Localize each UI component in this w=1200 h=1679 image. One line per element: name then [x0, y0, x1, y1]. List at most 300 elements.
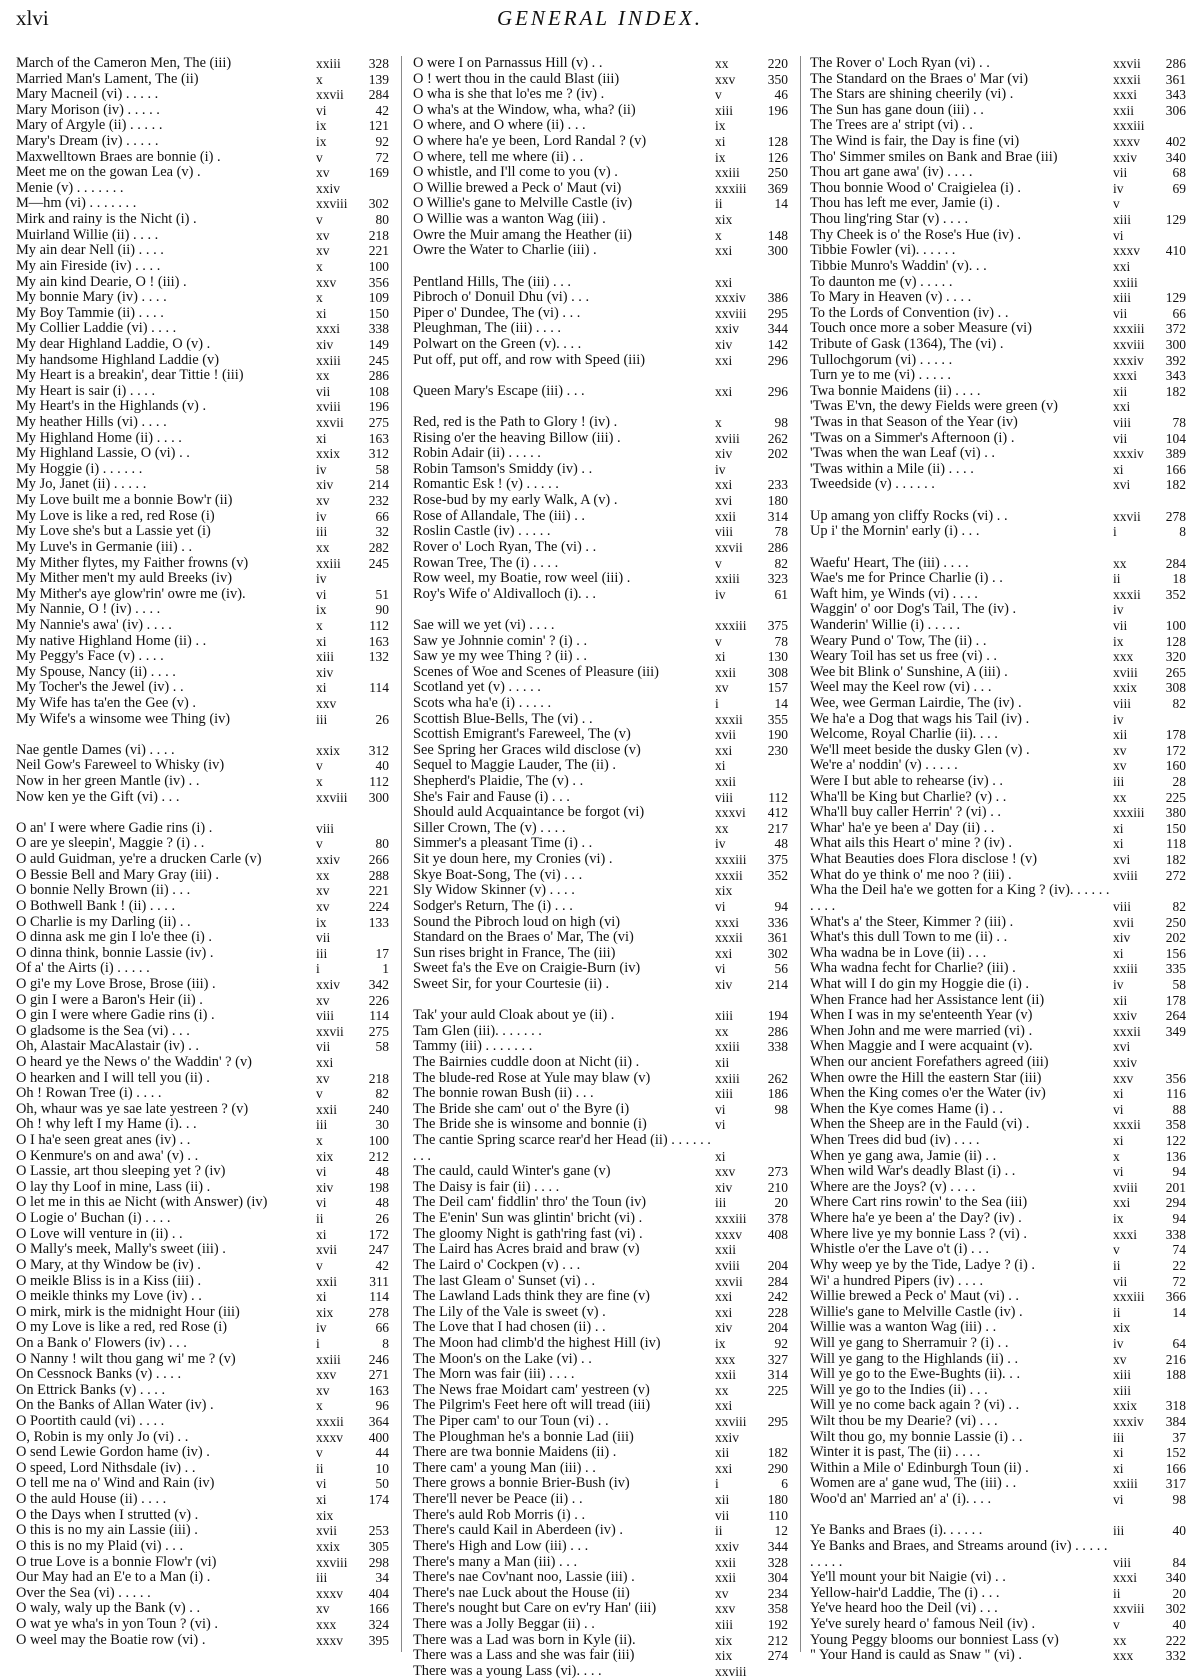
entry-volume: iii — [316, 1570, 328, 1586]
entry-volume: xix — [715, 883, 733, 899]
entry-page: 344 — [767, 321, 788, 337]
entry-page: 389 — [1165, 446, 1186, 462]
entry-volume: xx — [715, 820, 729, 836]
index-entry — [16, 680, 391, 696]
entry-page: 242 — [767, 1289, 788, 1305]
entry-page: 202 — [767, 446, 788, 462]
index-entry — [16, 1617, 391, 1633]
section-gap — [413, 259, 790, 275]
entry-volume: xiv — [715, 336, 733, 352]
index-entry — [16, 337, 391, 353]
entry-volume: xxvii — [316, 87, 344, 103]
index-entry — [810, 181, 1188, 197]
index-entry — [810, 1211, 1188, 1227]
entry-page: 308 — [1165, 680, 1186, 696]
entry-page: 114 — [369, 680, 389, 696]
index-entry — [413, 1383, 790, 1399]
entry-volume: xxxiv — [1113, 446, 1144, 462]
entry-page: 294 — [1165, 1195, 1186, 1211]
index-entry — [810, 353, 1188, 369]
entry-title: My Heart is sair (i) . . . . — [16, 383, 156, 399]
entry-page: 22 — [1172, 1257, 1186, 1273]
entry-title: O Bothwell Bank ! (ii) . . . . — [16, 898, 176, 914]
entry-page: 233 — [767, 477, 788, 493]
entry-volume: xviii — [316, 399, 341, 415]
entry-title: Where live ye my bonnie Lass ? (vi) . — [810, 1226, 1027, 1242]
index-entry — [413, 1117, 790, 1133]
entry-title: Maxwelltown Braes are bonnie (i) . — [16, 149, 221, 165]
entry-volume: iv — [1113, 1335, 1124, 1351]
entry-title: O hearken and I will tell you (ii) . — [16, 1070, 210, 1086]
entry-title: Sae will we yet (vi) . . . . — [413, 617, 555, 633]
entry-page: 42 — [375, 102, 389, 118]
entry-title: My Mither flytes, my Faither frowns (v) — [16, 555, 249, 571]
index-entry — [413, 821, 790, 837]
entry-volume: xiv — [715, 1320, 733, 1336]
entry-page: 30 — [375, 1117, 389, 1133]
entry-title: Saw ye Johnnie comin' ? (i) . . — [413, 633, 588, 649]
index-entry — [16, 1414, 391, 1430]
entry-title: M—hm (vi) . . . . . . . — [16, 196, 137, 212]
entry-page: 74 — [1172, 1242, 1186, 1258]
entry-page: 408 — [767, 1226, 788, 1242]
index-entry — [810, 758, 1188, 774]
entry-volume: xxviii — [715, 305, 747, 321]
entry-title: Rising o'er the heaving Billow (iii) . — [413, 430, 621, 446]
index-entry — [413, 134, 790, 150]
index-entry — [16, 243, 391, 259]
index-entry — [16, 618, 391, 634]
entry-page: 182 — [1165, 383, 1186, 399]
index-entry — [413, 774, 790, 790]
entry-title: O Nanny ! wilt thou gang wi' me ? (v) — [16, 1351, 236, 1367]
entry-title: Tibbie Fowler (vi). . . . . . — [810, 243, 956, 259]
entry-volume: viii — [316, 820, 335, 836]
entry-page: 100 — [368, 1133, 389, 1149]
index-entry — [16, 634, 391, 650]
entry-volume: v — [316, 1445, 323, 1461]
entry-volume: xv — [1113, 1351, 1127, 1367]
entry-volume: xxv — [715, 1601, 736, 1617]
entry-volume: iii — [715, 1195, 727, 1211]
entry-volume: xxiv — [316, 976, 341, 992]
entry-title: What Beauties does Flora disclose ! (v) — [810, 852, 1037, 868]
entry-page: 104 — [1165, 430, 1186, 446]
entry-page: 336 — [767, 914, 788, 930]
entry-page: 72 — [1172, 1273, 1186, 1289]
entry-volume: vii — [1113, 617, 1128, 633]
entry-page: 28 — [1172, 774, 1186, 790]
entry-title: 'Twas within a Mile (ii) . . . . — [810, 461, 974, 477]
entry-page: 312 — [368, 446, 389, 462]
entry-title: Oh, whaur was ye sae late yestreen ? (v) — [16, 1101, 249, 1117]
entry-page: 300 — [767, 243, 788, 259]
entry-page: 212 — [368, 1148, 389, 1164]
entry-title: When ye gang awa, Jamie (ii) . . — [810, 1148, 997, 1164]
entry-title: What ails this Heart o' mine ? (iv) . — [810, 836, 1013, 852]
entry-volume: vii — [715, 1507, 730, 1523]
entry-page: 58 — [375, 461, 389, 477]
entry-volume: xi — [1113, 461, 1124, 477]
entry-title: The Sun has gane doun (iii) . . — [810, 102, 984, 118]
entry-page: 20 — [1172, 1585, 1186, 1601]
entry-page: 228 — [767, 1304, 788, 1320]
entry-title: The cantie Spring scarce rear'd her Head (ii) . . . . . . . . . — [413, 1133, 711, 1164]
entry-title: Wi' a hundred Pipers (iv) . . . . — [810, 1273, 984, 1289]
entry-title: Wilt thou be my Dearie? (vi) . . . — [810, 1414, 998, 1430]
entry-page: 218 — [368, 1070, 389, 1086]
index-entry — [810, 1055, 1188, 1071]
entry-volume: xxix — [316, 446, 341, 462]
entry-page: 361 — [1165, 71, 1186, 87]
section-gap — [16, 805, 391, 821]
index-entry — [810, 1320, 1188, 1336]
entry-page: 58 — [1172, 976, 1186, 992]
entry-title: Scotland yet (v) . . . . . — [413, 680, 541, 696]
index-entry — [810, 1039, 1188, 1055]
index-entry — [16, 587, 391, 603]
entry-page: 78 — [774, 633, 788, 649]
entry-title: Rose-bud by my early Walk, A (v) . — [413, 493, 618, 509]
entry-volume: xxii — [316, 1273, 338, 1289]
entry-title: The last Gleam o' Sunset (vi) . . — [413, 1273, 596, 1289]
entry-title: Mary of Argyle (ii) . . . . . — [16, 118, 163, 134]
entry-page: 225 — [767, 1382, 788, 1398]
entry-title: My Spouse, Nancy (ii) . . . . — [16, 664, 176, 680]
entry-volume: xi — [715, 758, 726, 774]
entry-page: 84 — [1172, 1554, 1186, 1570]
entry-volume: xiv — [316, 336, 334, 352]
index-entry — [810, 212, 1188, 228]
entry-volume: xxxiii — [1113, 805, 1145, 821]
entry-volume: xxi — [715, 742, 733, 758]
index-entry — [810, 618, 1188, 634]
entry-volume: v — [715, 633, 722, 649]
entry-title: Rowan Tree, The (i) . . . . — [413, 555, 559, 571]
entry-page: 48 — [375, 1164, 389, 1180]
entry-page: 8 — [1179, 524, 1186, 540]
section-gap — [413, 368, 790, 384]
entry-volume: iii — [316, 711, 328, 727]
entry-title: Queen Mary's Escape (iii) . . . — [413, 383, 585, 399]
entry-page: 355 — [767, 711, 788, 727]
entry-page: 130 — [767, 649, 788, 665]
entry-title: My Peggy's Face (v) . . . . — [16, 649, 164, 665]
index-entry — [810, 930, 1188, 946]
entry-volume: xx — [715, 1382, 729, 1398]
index-entry — [413, 524, 790, 540]
index-entry — [810, 1133, 1188, 1149]
index-entry — [16, 275, 391, 291]
index-entry — [16, 353, 391, 369]
entry-page: 204 — [767, 1320, 788, 1336]
entry-title: My Collier Laddie (vi) . . . . — [16, 321, 177, 337]
index-entry — [16, 1071, 391, 1087]
entry-title: The blude-red Rose at Yule may blaw (v) — [413, 1070, 651, 1086]
entry-page: 226 — [368, 992, 389, 1008]
index-entry — [810, 103, 1188, 119]
entry-page: 114 — [369, 1289, 389, 1305]
entry-page: 272 — [1165, 867, 1186, 883]
entry-volume: xv — [715, 1585, 729, 1601]
entry-volume: iv — [316, 571, 327, 587]
index-entry — [16, 1274, 391, 1290]
entry-volume: xxxiii — [715, 617, 747, 633]
entry-page: 182 — [1165, 852, 1186, 868]
entry-title: Tho' Simmer smiles on Bank and Brae (iii) — [810, 149, 1058, 165]
page-title: GENERAL INDEX. — [496, 6, 704, 30]
index-entry — [413, 431, 790, 447]
entry-title: Skye Boat-Song, The (vi) . . . — [413, 867, 583, 883]
entry-title: Put off, put off, and row with Speed (iii) — [413, 352, 646, 368]
index-entry — [413, 72, 790, 88]
entry-volume: xxiv — [1113, 1055, 1138, 1070]
index-entry — [413, 1024, 790, 1040]
entry-title: O an' I were where Gadie rins (i) . — [16, 820, 213, 836]
entry-page: 305 — [368, 1538, 389, 1554]
entry-title: Thou art gane awa' (iv) . . . . — [810, 165, 973, 181]
index-entry — [810, 150, 1188, 166]
index-entry — [16, 477, 391, 493]
entry-page: 250 — [767, 165, 788, 181]
entry-page: 271 — [368, 1367, 389, 1383]
entry-title: My Love is like a red, red Rose (i) — [16, 508, 215, 524]
entry-page: 352 — [1165, 586, 1186, 602]
index-entry — [810, 1164, 1188, 1180]
entry-volume: v — [316, 836, 323, 852]
index-entry — [16, 977, 391, 993]
entry-title: The Moon's on the Lake (vi) . . — [413, 1351, 592, 1367]
entry-title: O Love will venture in (ii) . . — [16, 1226, 183, 1242]
entry-page: 40 — [1172, 1616, 1186, 1632]
entry-page: 40 — [375, 758, 389, 774]
entry-title: My Love built me a bonnie Bow'r (ii) — [16, 493, 233, 509]
entry-page: 358 — [1165, 1117, 1186, 1133]
entry-page: 369 — [767, 180, 788, 196]
index-entry — [16, 1133, 391, 1149]
entry-page: 210 — [767, 1179, 788, 1195]
entry-title: Weary Pund o' Tow, The (ii) . . — [810, 633, 987, 649]
entry-title: Thou ling'ring Star (v) . . . . — [810, 212, 969, 228]
entry-title: My handsome Highland Laddie (v) — [16, 352, 220, 368]
index-entry — [16, 1102, 391, 1118]
index-entry — [413, 56, 790, 72]
entry-page: 166 — [1165, 461, 1186, 477]
index-entry — [16, 399, 391, 415]
index-entry — [16, 1227, 391, 1243]
entry-title: O heard ye the News o' the Waddin' ? (v) — [16, 1055, 252, 1070]
entry-volume: xxii — [715, 664, 737, 680]
index-entry — [413, 1071, 790, 1087]
index-entry — [810, 805, 1188, 821]
entry-title: My heather Hills (vi) . . . . — [16, 415, 167, 431]
entry-title: My Tocher's the Jewel (iv) . . — [16, 680, 184, 696]
entry-title: Touch once more a sober Measure (vi) — [810, 321, 1032, 337]
entry-title: Wha the Deil ha'e we gotten for a King ? (iv). . . . . . . . . . — [810, 883, 1110, 914]
index-entry — [16, 1164, 391, 1180]
entry-volume: xxviii — [316, 196, 348, 212]
index-entry — [810, 1523, 1188, 1539]
entry-page: 110 — [768, 1507, 788, 1523]
entry-page: 78 — [1172, 415, 1186, 431]
index-entry — [16, 1539, 391, 1555]
index-entry — [810, 1102, 1188, 1118]
entry-page: 302 — [767, 945, 788, 961]
index-entry — [810, 680, 1188, 696]
index-entry — [810, 134, 1188, 150]
index-entry — [16, 1055, 391, 1071]
entry-volume: x — [1113, 1148, 1120, 1164]
entry-volume: xx — [715, 1023, 729, 1039]
entry-volume: xxii — [715, 508, 737, 524]
entry-page: 349 — [1165, 1023, 1186, 1039]
entry-title: Wha'll be King but Charlie? (v) . . — [810, 789, 1007, 805]
index-entry — [16, 1024, 391, 1040]
index-entry — [810, 821, 1188, 837]
entry-title: The Deil cam' fiddlin' thro' the Toun (iv) — [413, 1195, 647, 1211]
index-entry — [16, 259, 391, 275]
entry-volume: xiii — [715, 1616, 734, 1632]
index-entry — [16, 1320, 391, 1336]
entry-title: O speed, Lord Nithsdale (iv) . . — [16, 1460, 196, 1476]
index-entry — [413, 306, 790, 322]
entry-volume: xx — [1113, 789, 1127, 805]
index-entry — [810, 1430, 1188, 1446]
entry-volume: xxxi — [316, 321, 341, 337]
entry-page: 306 — [1165, 102, 1186, 118]
index-entry — [810, 1601, 1188, 1617]
entry-title: Romantic Esk ! (v) . . . . . — [413, 477, 559, 493]
entry-volume: xxviii — [715, 1414, 747, 1430]
entry-title: There are twa bonnie Maidens (ii) . — [413, 1445, 617, 1461]
index-entry — [413, 758, 790, 774]
entry-volume: v — [316, 212, 323, 228]
entry-page: 98 — [1172, 1492, 1186, 1508]
entry-page: 32 — [375, 524, 389, 540]
entry-volume: xv — [715, 680, 729, 696]
entry-page: 266 — [368, 852, 389, 868]
entry-title: The Ploughman he's a bonnie Lad (iii) — [413, 1429, 634, 1445]
entry-volume: v — [316, 149, 323, 165]
index-entry — [16, 915, 391, 931]
entry-volume: xxiii — [715, 1039, 740, 1055]
index-entry — [810, 1367, 1188, 1383]
entry-volume: iii — [316, 1117, 328, 1133]
entry-title: Meet me on the gowan Lea (v) . — [16, 165, 201, 181]
entry-volume: iii — [1113, 1429, 1125, 1445]
entry-volume: vii — [316, 930, 331, 946]
entry-title: O the Days when I strutted (v) . — [16, 1507, 199, 1523]
entry-volume: xxxii — [1113, 1023, 1141, 1039]
index-entry — [16, 1180, 391, 1196]
entry-page: 392 — [1165, 352, 1186, 368]
entry-title: Willie brewed a Peck o' Maut (vi) . . — [810, 1289, 1020, 1305]
entry-title: My Jo, Janet (ii) . . . . . — [16, 477, 147, 493]
entry-volume: xxxiv — [1113, 1414, 1144, 1430]
entry-title: What do ye think o' me noo ? (iii) . — [810, 867, 1012, 883]
entry-title: The Love that I had chosen (ii) . . — [413, 1320, 606, 1336]
entry-volume: xxix — [316, 1538, 341, 1554]
entry-title: Where Cart rins rowin' to the Sea (iii) — [810, 1195, 1028, 1211]
entry-volume: xxiii — [316, 56, 341, 71]
index-entry — [810, 868, 1188, 884]
index-entry — [413, 1539, 790, 1555]
entry-title: Robin Adair (ii) . . . . . — [413, 446, 541, 462]
entry-volume: v — [316, 758, 323, 774]
entry-volume: xv — [316, 992, 330, 1008]
entry-title: Yellow-hair'd Laddie, The (i) . . . — [810, 1585, 1000, 1601]
entry-volume: xiv — [316, 477, 334, 493]
entry-page: 163 — [368, 633, 389, 649]
entry-title: Wilt thou go, my bonnie Lassie (i) . . — [810, 1429, 1023, 1445]
index-entry — [810, 571, 1188, 587]
entry-volume: ix — [1113, 633, 1124, 649]
entry-volume: xxiii — [715, 165, 740, 181]
entry-title: My bonnie Mary (iv) . . . . — [16, 290, 167, 306]
entry-volume: iv — [316, 461, 327, 477]
index-entry — [810, 228, 1188, 244]
entry-volume: viii — [1113, 695, 1132, 711]
entry-page: 338 — [1165, 1226, 1186, 1242]
entry-title: Scottish Blue-Bells, The (vi) . . — [413, 711, 593, 727]
entry-title: Nae gentle Dames (vi) . . . . — [16, 742, 175, 758]
entry-title: Over the Sea (vi) . . . . . — [16, 1585, 151, 1601]
index-entry — [413, 556, 790, 572]
entry-title: The Bride she cam' out o' the Byre (i) — [413, 1101, 630, 1117]
entry-title: Willie's gane to Melville Castle (iv) . — [810, 1304, 1023, 1320]
entry-page: 44 — [375, 1445, 389, 1461]
entry-page: 92 — [774, 1335, 788, 1351]
index-entry — [413, 1320, 790, 1336]
entry-volume: vii — [316, 383, 331, 399]
index-entry — [16, 899, 391, 915]
index-entry — [16, 946, 391, 962]
index-entry — [413, 165, 790, 181]
entry-volume: xxv — [715, 1164, 736, 1180]
entry-title: Sweet Sir, for your Courtesie (ii) . — [413, 976, 610, 992]
entry-title: O meikle Bliss is in a Kiss (iii) . — [16, 1273, 202, 1289]
index-entry — [810, 1398, 1188, 1414]
entry-volume: xxiii — [316, 1351, 341, 1367]
entry-volume: ix — [316, 914, 327, 930]
index-entry — [16, 1195, 391, 1211]
entry-title: My Heart is a breakin', dear Tittie ! (iii) — [16, 368, 244, 384]
entry-title: Muirland Willie (ii) . . . . — [16, 227, 159, 243]
entry-title: My Hoggie (i) . . . . . . — [16, 461, 143, 477]
index-entry — [810, 587, 1188, 603]
entry-title: O Willie's gane to Melville Castle (iv) — [413, 196, 633, 212]
index-entry — [810, 1305, 1188, 1321]
entry-title: What's a' the Steer, Kimmer ? (iii) . — [810, 914, 1014, 930]
entry-title: On Cessnock Banks (v) . . . . — [16, 1367, 182, 1383]
entry-volume: xxxii — [715, 930, 743, 946]
index-entry — [810, 321, 1188, 337]
index-entry — [810, 556, 1188, 572]
index-entry — [810, 87, 1188, 103]
index-entry — [16, 103, 391, 119]
index-entry — [810, 1289, 1188, 1305]
index-entry — [413, 415, 790, 431]
entry-title: Standard on the Braes o' Mar, The (vi) — [413, 930, 634, 946]
entry-page: 40 — [1172, 1523, 1186, 1539]
entry-page: 218 — [368, 227, 389, 243]
index-entry — [413, 1617, 790, 1633]
entry-volume: ix — [316, 602, 327, 618]
entry-volume: vii — [316, 1039, 331, 1055]
entry-page: 275 — [368, 1023, 389, 1039]
index-entry — [16, 556, 391, 572]
entry-title: My Wife's a winsome wee Thing (iv) — [16, 711, 231, 727]
